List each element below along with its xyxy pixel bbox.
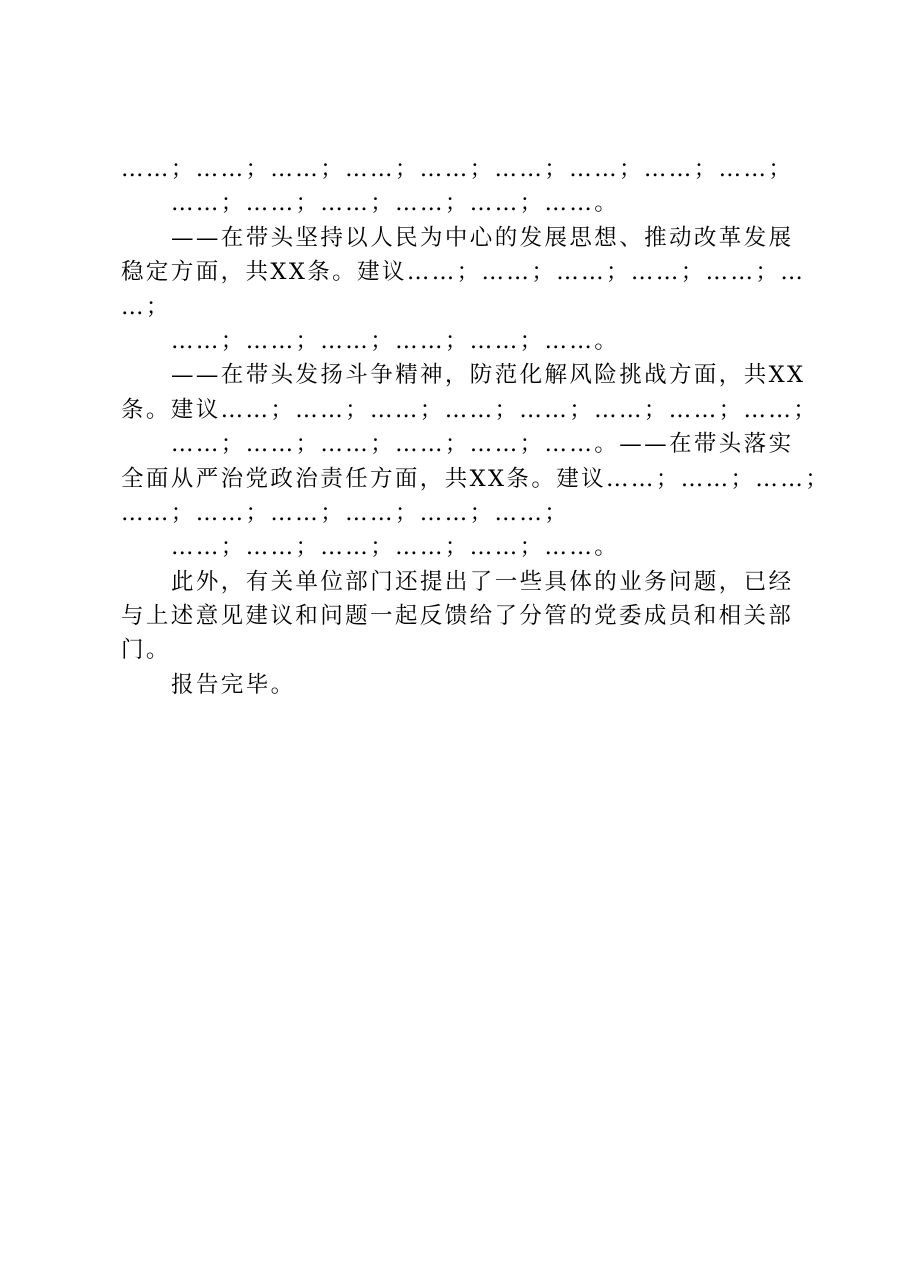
text-line: ……；……；……；……；……；……。 bbox=[171, 327, 620, 354]
text-line: 此外，有关单位部门还提出了一些具体的业务问题，已经 bbox=[171, 568, 794, 595]
text-line: 报告完毕。 bbox=[171, 671, 296, 698]
text-line: …； bbox=[121, 293, 171, 320]
text-line: ……；……；……；……；……；……；……；……；……； bbox=[121, 156, 794, 182]
text-line: 条。建议……；……；……；……；……；……；……；……； bbox=[121, 396, 819, 423]
text-line: ……；……；……；……；……；……。——在带头落实 bbox=[171, 431, 794, 458]
text-line: ——在带头发扬斗争精神，防范化解风险挑战方面，共XX bbox=[171, 362, 806, 389]
text-line: ……；……；……；……；……；……； bbox=[121, 499, 570, 526]
text-line: ——在带头坚持以人民为中心的发展思想、推动改革发展 bbox=[171, 224, 794, 251]
document-body bbox=[121, 152, 831, 702]
text-line: 稳定方面，共XX条。建议……；……；……；……；……；… bbox=[121, 259, 806, 286]
text-line: 门。 bbox=[121, 637, 171, 664]
text-line: 与上述意见建议和问题一起反馈给了分管的党委成员和相关部 bbox=[121, 603, 794, 630]
text-line: 全面从严治党政治责任方面，共XX条。建议……；……；……； bbox=[121, 465, 831, 492]
text-line: ……；……；……；……；……；……。 bbox=[171, 534, 620, 561]
text-line: ……；……；……；……；……；……。 bbox=[171, 190, 620, 217]
